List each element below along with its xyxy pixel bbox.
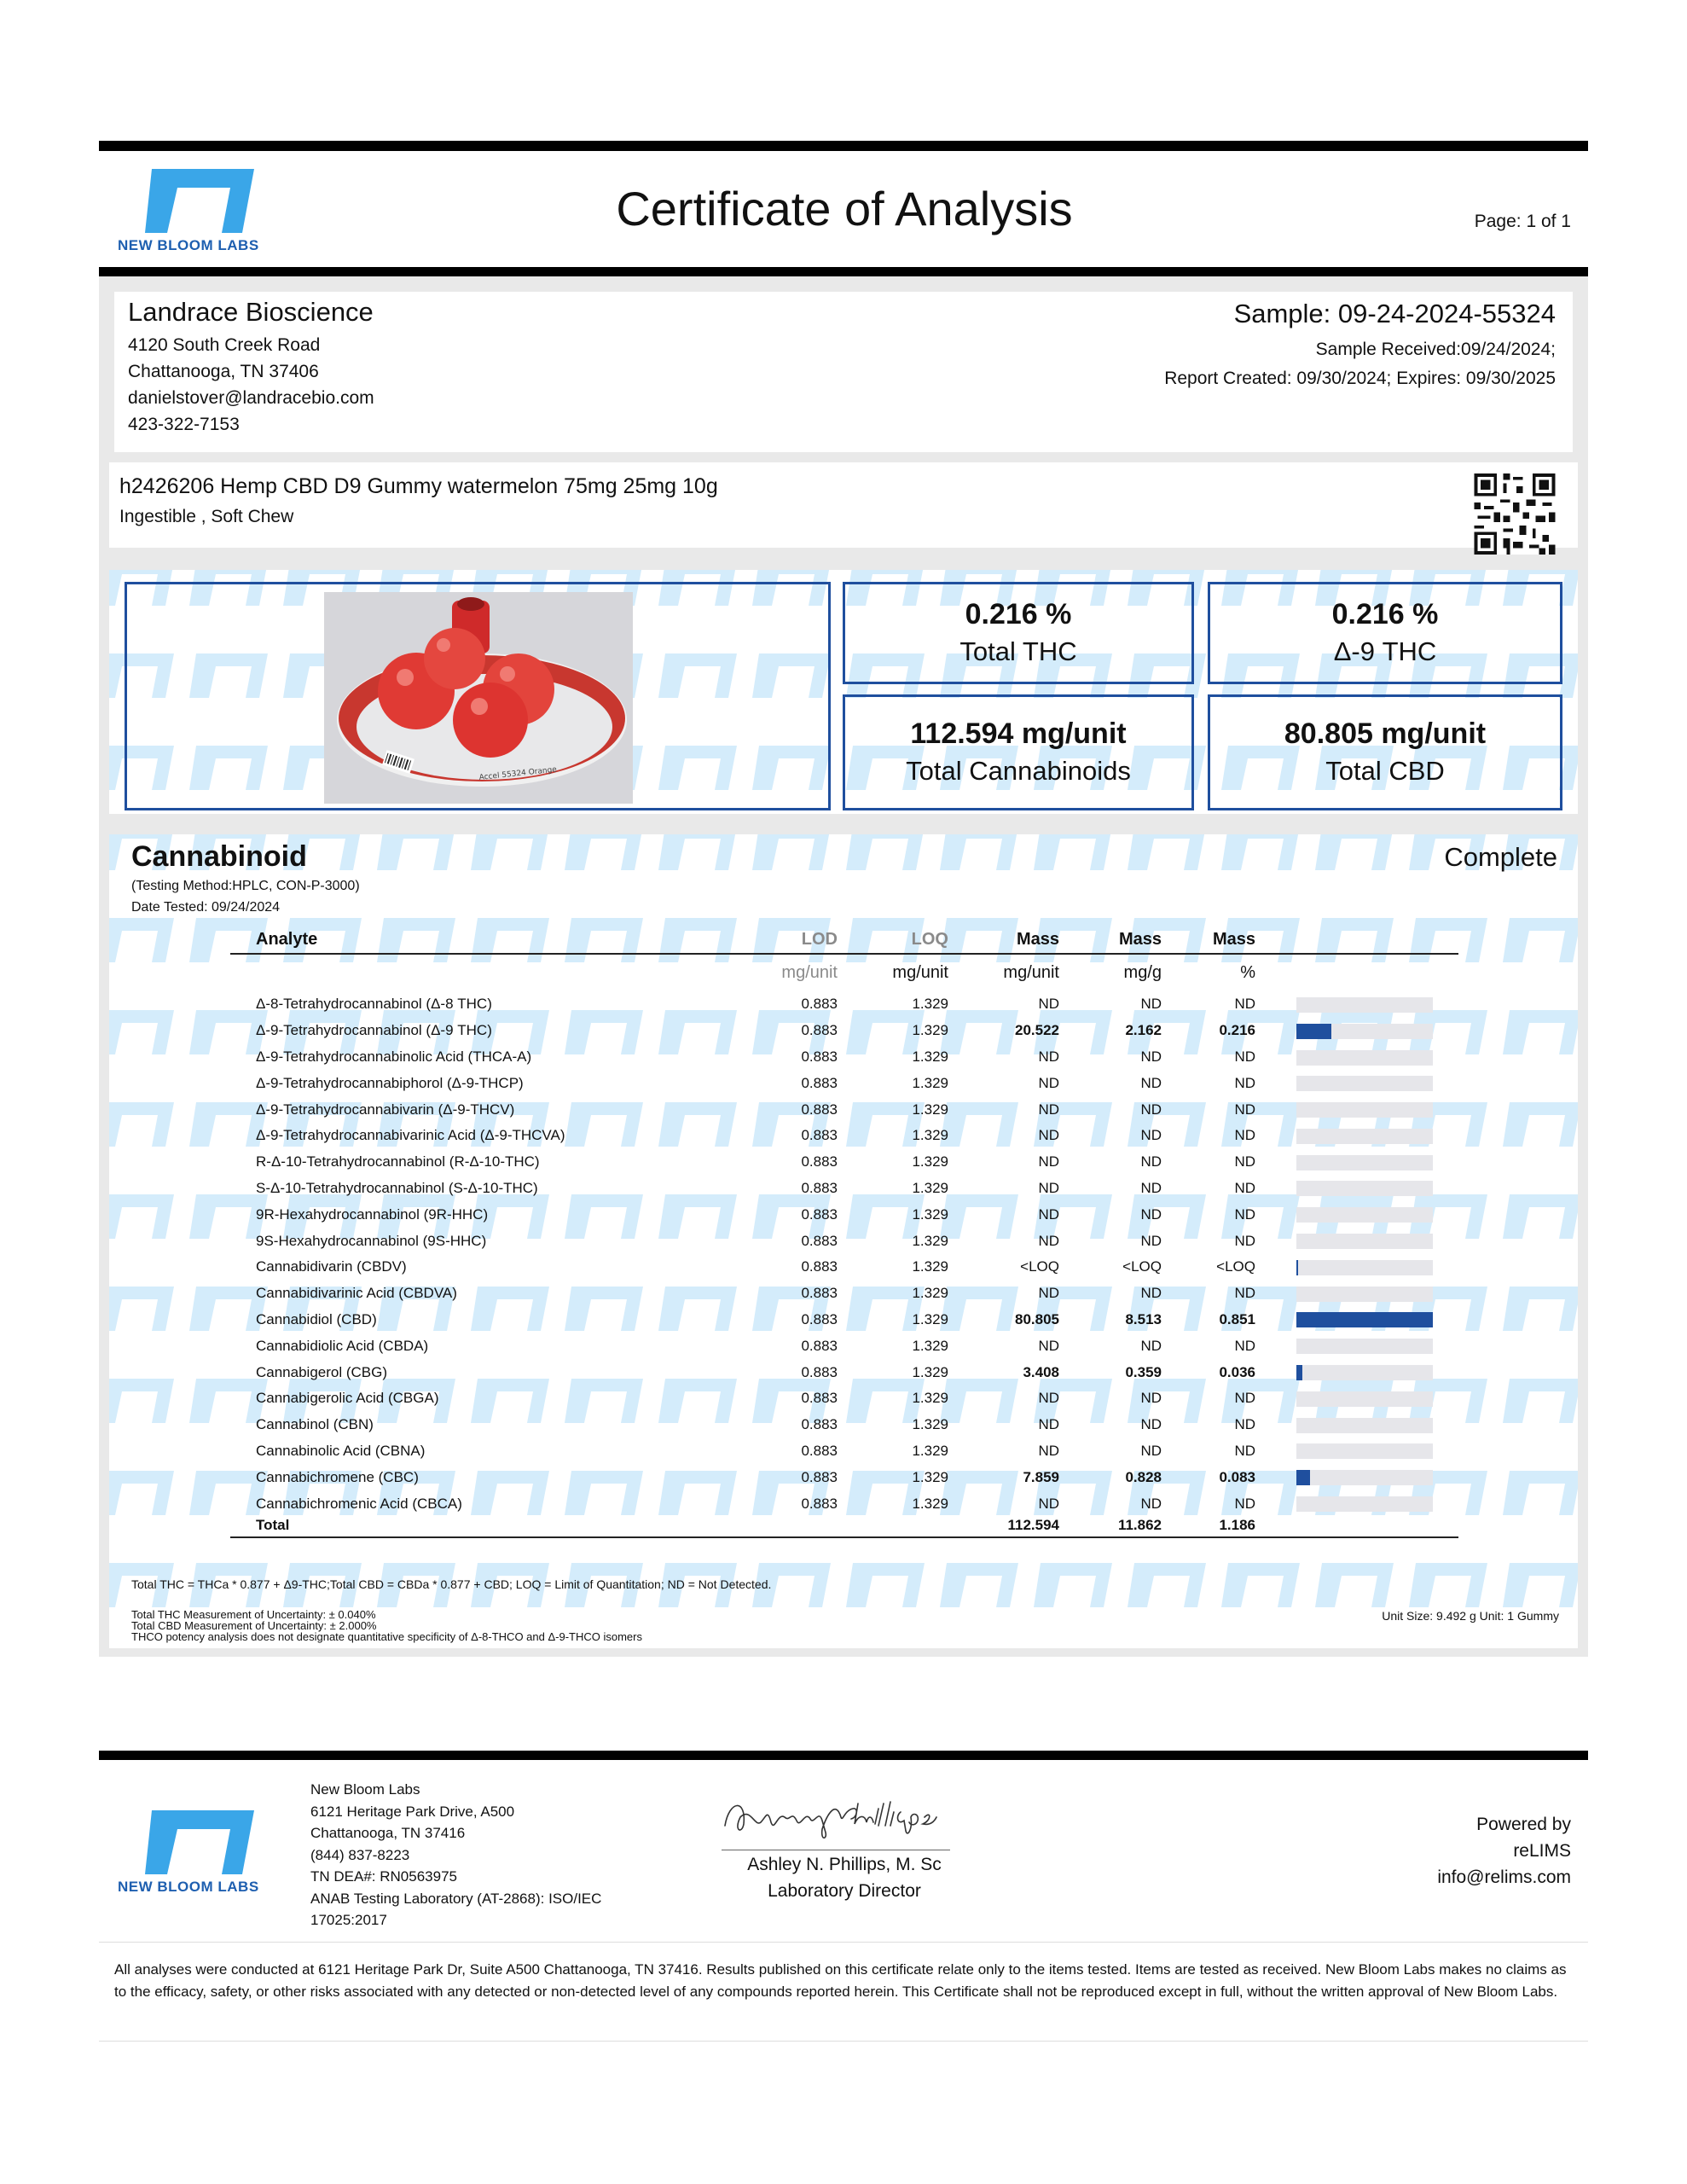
footer-rule	[99, 1751, 1588, 1760]
loq-value: 1.329	[912, 1153, 948, 1170]
loq-value: 1.329	[912, 1074, 948, 1091]
document-title: Certificate of Analysis	[616, 182, 1073, 235]
logo-mark-icon	[135, 169, 254, 233]
analyte-name: Cannabichromenic Acid (CBCA)	[256, 1495, 462, 1512]
analyte-name: Cannabidivarinic Acid (CBDVA)	[256, 1285, 457, 1302]
result-bar-fill	[1296, 1312, 1433, 1327]
total-cannabinoids-label: Total Cannabinoids	[906, 756, 1131, 786]
lod-value: 0.883	[801, 1416, 838, 1433]
mass-g-value: ND	[1140, 1179, 1162, 1196]
powered-by-email: info@relims.com	[1437, 1867, 1571, 1887]
mass-g-value: <LOQ	[1122, 1258, 1162, 1275]
analyte-name: Cannabinol (CBN)	[256, 1416, 374, 1433]
unit-mass-g: mg/g	[1123, 963, 1162, 982]
lod-value: 0.883	[801, 1127, 838, 1144]
lab-address	[310, 1779, 601, 1931]
total-row	[230, 1517, 1458, 1537]
loq-value: 1.329	[912, 1442, 948, 1459]
loq-value: 1.329	[912, 1048, 948, 1065]
mass-pct-value: ND	[1234, 1127, 1255, 1144]
thc-uncertainty: Total THC Measurement of Uncertainty: ± 0.040%	[131, 1608, 376, 1621]
loq-value: 1.329	[912, 1285, 948, 1302]
mass-unit-value: 3.408	[1023, 1363, 1059, 1380]
total-thc-label: Total THC	[959, 636, 1077, 666]
mass-pct-value: <LOQ	[1216, 1258, 1255, 1275]
mass-unit-value: ND	[1038, 1390, 1059, 1407]
lab-line: ANAB Testing Laboratory (AT-2868): ISO/IEC	[310, 1890, 602, 1907]
mass-pct-value: ND	[1234, 1416, 1255, 1433]
lab-line: TN DEA#: RN0563975	[310, 1868, 457, 1885]
mass-unit-value: ND	[1038, 1416, 1059, 1433]
product-name: h2426206 Hemp CBD D9 Gummy watermelon 75mg 25mg 10g	[119, 474, 718, 498]
mass-g-value: ND	[1140, 1153, 1162, 1170]
result-bar	[1296, 1207, 1433, 1223]
loq-value: 1.329	[912, 1416, 948, 1433]
disclaimer: All analyses were conducted at 6121 Heritage Park Dr, Suite A500 Chattanooga, TN 37416. Results published on this certificate relate only to the items tested. Items are tested as received. New Bloom Labs makes no claims as to the efficacy, safety, or other risks associated with any detected or non-detected level of any compounds reported herein. This Certificate shall not be reproduced except in full, without the written approval of New Bloom Labs.	[114, 1961, 1567, 2000]
table-row	[230, 1044, 1458, 1071]
loq-value: 1.329	[912, 1337, 948, 1354]
director-name: Ashley N. Phillips, M. Sc	[747, 1855, 942, 1874]
powered-by-brand: reLIMS	[1513, 1841, 1571, 1861]
mass-unit-value: ND	[1038, 1153, 1059, 1170]
cbd-uncertainty: Total CBD Measurement of Uncertainty: ± 2.000%	[131, 1619, 377, 1632]
mass-pct-value: ND	[1234, 1495, 1255, 1512]
mass-pct-value: ND	[1234, 1285, 1255, 1302]
summary-total-cannabinoids	[843, 694, 1194, 810]
loq-value: 1.329	[912, 1310, 948, 1327]
director-title: Laboratory Director	[768, 1881, 921, 1901]
result-bar	[1296, 1260, 1433, 1275]
mass-unit-value: 20.522	[1015, 1022, 1059, 1039]
mass-unit-value: ND	[1038, 1442, 1059, 1459]
total-thc-value: 0.216 %	[965, 598, 1072, 630]
table-row	[230, 1359, 1458, 1385]
formula-note: Total THC = THCa * 0.877 + Δ9-THC;Total CBD = CBDa * 0.877 + CBD; LOQ = Limit of Quantitation; ND = Not Detected.	[131, 1577, 772, 1591]
section-status: Complete	[1444, 842, 1557, 872]
mass-g-value: ND	[1140, 1205, 1162, 1223]
table-row	[230, 1070, 1458, 1096]
lod-value: 0.883	[801, 1285, 838, 1302]
mass-pct-value: ND	[1234, 1074, 1255, 1091]
powered-by: Powered by	[1476, 1815, 1571, 1834]
table-row	[230, 1333, 1458, 1359]
analyte-name: Δ-9-Tetrahydrocannabinol (Δ-9 THC)	[256, 1022, 492, 1039]
mass-unit-value: ND	[1038, 1127, 1059, 1144]
lod-value: 0.883	[801, 1179, 838, 1196]
loq-value: 1.329	[912, 1101, 948, 1118]
qr-code-icon	[1472, 473, 1557, 555]
footer-logo-mark-icon	[135, 1810, 254, 1874]
loq-value: 1.329	[912, 1127, 948, 1144]
lod-value: 0.883	[801, 1390, 838, 1407]
result-bar	[1296, 1391, 1433, 1407]
analyte-name: Δ-8-Tetrahydrocannabinol (Δ-8 THC)	[256, 996, 492, 1013]
total-mass-pct: 1.186	[1168, 1517, 1262, 1537]
client-address2: Chattanooga, TN 37406	[128, 362, 319, 381]
d9-thc-label: Δ-9 THC	[1333, 636, 1437, 666]
table-row	[230, 1123, 1458, 1149]
client-phone: 423-322-7153	[128, 415, 240, 434]
mass-pct-value: ND	[1234, 1442, 1255, 1459]
footer-divider	[99, 1942, 1588, 1943]
table-row	[230, 1176, 1458, 1202]
mass-g-value: ND	[1140, 996, 1162, 1013]
mass-unit-value: ND	[1038, 1337, 1059, 1354]
result-bar	[1296, 1312, 1433, 1327]
logo-text: NEW BLOOM LABS	[118, 237, 259, 253]
result-bar	[1296, 1234, 1433, 1249]
col-bar	[1262, 926, 1458, 954]
unit-loq: mg/unit	[892, 963, 948, 982]
lod-value: 0.883	[801, 1442, 838, 1459]
analyte-name: Δ-9-Tetrahydrocannabivarinic Acid (Δ-9-THCVA)	[256, 1127, 565, 1144]
analyte-name: Cannabichromene (CBC)	[256, 1468, 419, 1485]
analyte-name: 9R-Hexahydrocannabinol (9R-HHC)	[256, 1205, 489, 1223]
report-dates: Report Created: 09/30/2024; Expires: 09/30/2025	[1164, 369, 1556, 388]
summary-total-cbd	[1208, 694, 1562, 810]
table-row	[230, 1254, 1458, 1281]
mass-pct-value: ND	[1234, 1048, 1255, 1065]
table-row	[230, 1149, 1458, 1176]
loq-value: 1.329	[912, 1258, 948, 1275]
result-bar	[1296, 1181, 1433, 1196]
analyte-name: Cannabidivarin (CBDV)	[256, 1258, 407, 1275]
director-signature	[708, 1792, 981, 1843]
lod-value: 0.883	[801, 1074, 838, 1091]
lod-value: 0.883	[801, 1048, 838, 1065]
result-bar	[1296, 1129, 1433, 1144]
loq-value: 1.329	[912, 1495, 948, 1512]
mass-pct-value: ND	[1234, 996, 1255, 1013]
loq-value: 1.329	[912, 1022, 948, 1039]
analyte-name: R-Δ-10-Tetrahydrocannabinol (R-Δ-10-THC)	[256, 1153, 540, 1170]
loq-value: 1.329	[912, 1232, 948, 1249]
mass-unit-value: ND	[1038, 1205, 1059, 1223]
mass-g-value: ND	[1140, 1127, 1162, 1144]
loq-value: 1.329	[912, 1390, 948, 1407]
summary-total-thc	[843, 582, 1194, 684]
table-row	[230, 1490, 1458, 1517]
mass-g-value: ND	[1140, 1495, 1162, 1512]
analyte-name: 9S-Hexahydrocannabinol (9S-HHC)	[256, 1232, 487, 1249]
total-label: Total	[230, 1517, 733, 1537]
lab-line: Chattanooga, TN 37416	[310, 1825, 466, 1841]
loq-value: 1.329	[912, 1179, 948, 1196]
table-row	[230, 1096, 1458, 1123]
table-row	[230, 991, 1458, 1018]
result-bar	[1296, 1102, 1433, 1118]
unit-mass-unit: mg/unit	[1003, 963, 1059, 982]
result-bar	[1296, 1155, 1433, 1170]
result-bar	[1296, 1050, 1433, 1066]
analyte-name: S-Δ-10-Tetrahydrocannabinol (S-Δ-10-THC)	[256, 1179, 538, 1196]
total-mass-g: 11.862	[1066, 1517, 1168, 1537]
col-mass-pct: Mass	[1168, 926, 1262, 954]
mass-pct-value: ND	[1234, 1232, 1255, 1249]
mass-g-value: ND	[1140, 1101, 1162, 1118]
mass-pct-value: 0.216	[1219, 1022, 1255, 1039]
mass-unit-value: 7.859	[1023, 1468, 1059, 1485]
table-row	[230, 1281, 1458, 1307]
loq-value: 1.329	[912, 1468, 948, 1485]
mass-unit-value: ND	[1038, 996, 1059, 1013]
col-analyte: Analyte	[230, 926, 733, 954]
mass-pct-value: 0.036	[1219, 1363, 1255, 1380]
analyte-name: Δ-9-Tetrahydrocannabinolic Acid (THCA-A)	[256, 1048, 532, 1065]
mass-pct-value: ND	[1234, 1337, 1255, 1354]
units-row	[230, 954, 1458, 991]
mass-g-value: ND	[1140, 1337, 1162, 1354]
result-bar	[1296, 1287, 1433, 1302]
mass-pct-value: ND	[1234, 1390, 1255, 1407]
mass-pct-value: ND	[1234, 1153, 1255, 1170]
footer-divider-bottom	[99, 2041, 1588, 2042]
analyte-name: Δ-9-Tetrahydrocannabiphorol (Δ-9-THCP)	[256, 1074, 524, 1091]
sample-id: Sample: 09-24-2024-55324	[1233, 299, 1556, 328]
result-bar	[1296, 1365, 1433, 1380]
result-bar-fill	[1296, 1470, 1310, 1485]
result-bar	[1296, 1443, 1433, 1459]
lod-value: 0.883	[801, 1495, 838, 1512]
lab-line: (844) 837-8223	[310, 1846, 410, 1863]
mass-unit-value: ND	[1038, 1285, 1059, 1302]
client-address1: 4120 South Creek Road	[128, 335, 321, 355]
analyte-name: Δ-9-Tetrahydrocannabivarin (Δ-9-THCV)	[256, 1101, 515, 1118]
col-lod: LOD	[733, 926, 844, 954]
mass-g-value: 2.162	[1125, 1022, 1162, 1039]
mass-g-value: ND	[1140, 1416, 1162, 1433]
lod-value: 0.883	[801, 1310, 838, 1327]
thco-note: THCO potency analysis does not designate quantitative specificity of Δ-8-THCO and Δ-9-THCO isomers	[131, 1630, 642, 1643]
lod-value: 0.883	[801, 1468, 838, 1485]
section-title: Cannabinoid	[131, 840, 307, 873]
result-bar	[1296, 1076, 1433, 1091]
mass-pct-value: 0.083	[1219, 1468, 1255, 1485]
lab-line: 6121 Heritage Park Drive, A500	[310, 1803, 515, 1820]
mass-unit-value: ND	[1038, 1495, 1059, 1512]
mass-unit-value: ND	[1038, 1074, 1059, 1091]
product-type: Ingestible , Soft Chew	[119, 507, 294, 526]
footer-logo-text: NEW BLOOM LABS	[118, 1879, 259, 1895]
col-mass-unit: Mass	[955, 926, 1066, 954]
results-table	[230, 926, 1458, 1538]
header-rule	[99, 267, 1588, 276]
client-email: danielstover@landracebio.com	[128, 388, 374, 408]
unit-mass-pct: %	[1240, 963, 1255, 982]
mass-g-value: ND	[1140, 1232, 1162, 1249]
total-cbd-value: 80.805 mg/unit	[1284, 717, 1487, 750]
mass-unit-value: <LOQ	[1020, 1258, 1059, 1275]
analyte-name: Cannabidiolic Acid (CBDA)	[256, 1337, 429, 1354]
table-row	[230, 1228, 1458, 1254]
page-number: Page: 1 of 1	[1474, 212, 1571, 231]
mass-g-value: 0.359	[1125, 1363, 1162, 1380]
total-cannabinoids-value: 112.594 mg/unit	[910, 717, 1127, 750]
mass-unit-value: ND	[1038, 1048, 1059, 1065]
mass-g-value: ND	[1140, 1048, 1162, 1065]
table-row	[230, 1018, 1458, 1044]
table-row	[230, 1307, 1458, 1333]
mass-g-value: 0.828	[1125, 1468, 1162, 1485]
analyte-name: Cannabigerolic Acid (CBGA)	[256, 1390, 439, 1407]
total-cbd-label: Total CBD	[1325, 756, 1445, 786]
loq-value: 1.329	[912, 1363, 948, 1380]
result-bar-fill	[1296, 1365, 1302, 1380]
col-loq: LOQ	[844, 926, 955, 954]
unit-lod: mg/unit	[781, 963, 838, 982]
mass-g-value: ND	[1140, 1442, 1162, 1459]
lab-line: New Bloom Labs	[310, 1781, 420, 1798]
lod-value: 0.883	[801, 1363, 838, 1380]
lod-value: 0.883	[801, 1232, 838, 1249]
lod-value: 0.883	[801, 1153, 838, 1170]
loq-value: 1.329	[912, 996, 948, 1013]
summary-d9-thc	[1208, 582, 1562, 684]
result-bar	[1296, 1339, 1433, 1354]
result-bar	[1296, 1470, 1433, 1485]
analyte-name: Cannabigerol (CBG)	[256, 1363, 388, 1380]
lod-value: 0.883	[801, 1101, 838, 1118]
d9-thc-value: 0.216 %	[1331, 598, 1439, 630]
table-row	[230, 1385, 1458, 1412]
table-row	[230, 1438, 1458, 1465]
mass-unit-value: ND	[1038, 1232, 1059, 1249]
lod-value: 0.883	[801, 996, 838, 1013]
result-bar-fill	[1296, 1260, 1298, 1275]
lod-value: 0.883	[801, 1022, 838, 1039]
loq-value: 1.329	[912, 1205, 948, 1223]
mass-g-value: ND	[1140, 1074, 1162, 1091]
col-mass-g: Mass	[1066, 926, 1168, 954]
result-bar-fill	[1296, 1024, 1331, 1039]
analyte-name: Cannabinolic Acid (CBNA)	[256, 1442, 426, 1459]
sample-received: Sample Received:09/24/2024;	[1315, 340, 1556, 359]
product-photo	[324, 592, 633, 804]
mass-pct-value: 0.851	[1219, 1310, 1255, 1327]
mass-pct-value: ND	[1234, 1205, 1255, 1223]
mass-g-value: ND	[1140, 1390, 1162, 1407]
result-bar	[1296, 997, 1433, 1013]
mass-unit-value: 80.805	[1015, 1310, 1059, 1327]
lod-value: 0.883	[801, 1258, 838, 1275]
date-tested: Date Tested: 09/24/2024	[131, 900, 281, 915]
table-row	[230, 1412, 1458, 1438]
mass-g-value: 8.513	[1125, 1310, 1162, 1327]
table-row	[230, 1464, 1458, 1490]
result-bar	[1296, 1418, 1433, 1433]
client-name: Landrace Bioscience	[128, 297, 374, 327]
lod-value: 0.883	[801, 1205, 838, 1223]
total-mass-unit: 112.594	[955, 1517, 1066, 1537]
mass-g-value: ND	[1140, 1285, 1162, 1302]
unit-size: Unit Size: 9.492 g Unit: 1 Gummy	[1382, 1609, 1559, 1623]
testing-method: (Testing Method:HPLC, CON-P-3000)	[131, 879, 360, 893]
lod-value: 0.883	[801, 1337, 838, 1354]
mass-unit-value: ND	[1038, 1101, 1059, 1118]
mass-pct-value: ND	[1234, 1179, 1255, 1196]
result-bar	[1296, 1024, 1433, 1039]
mass-pct-value: ND	[1234, 1101, 1255, 1118]
photo-label: Accel 55324 Orange	[478, 765, 558, 782]
result-bar	[1296, 1496, 1433, 1512]
top-rule	[99, 141, 1588, 151]
mass-unit-value: ND	[1038, 1179, 1059, 1196]
lab-line: 17025:2017	[310, 1912, 387, 1928]
table-row	[230, 1201, 1458, 1228]
analyte-name: Cannabidiol (CBD)	[256, 1310, 377, 1327]
